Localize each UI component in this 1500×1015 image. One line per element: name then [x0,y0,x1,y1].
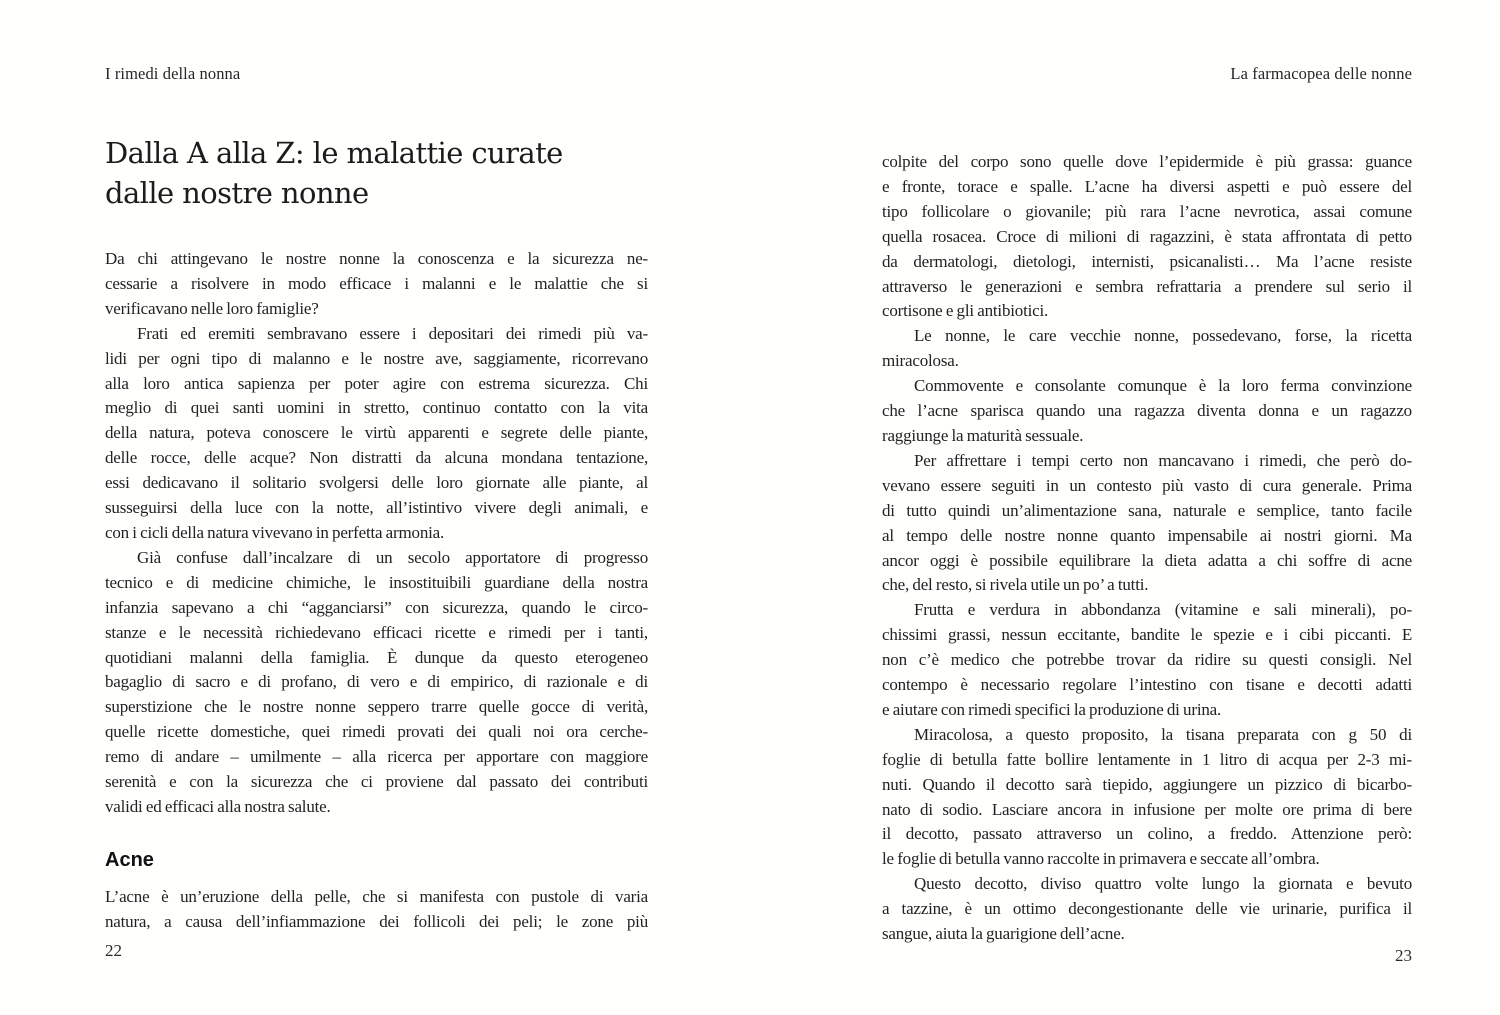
text-line: stanze e le necessità richiedevano efficaci ricette e rimedi per i tanti, [105,622,648,642]
text-line: ancor oggi è possibile equilibrare la dieta adatta a chi soffre di acne [882,550,1412,570]
text-line: nuti. Quando il decotto sarà tiepido, aggiungere un pizzico di bicarbo- [882,774,1412,794]
text-line: foglie di betulla fatte bollire lentamente in 1 litro di acqua per 2-3 mi- [882,749,1412,769]
text-line: cortisone e gli antibiotici. [882,301,1049,321]
text-line: raggiunge la maturità sessuale. [882,425,1084,445]
paragraph [105,247,648,322]
text-line: Frati ed eremiti sembravano essere i depositari dei rimedi più va- [137,323,648,343]
left-body-text [105,247,648,820]
text-line: e fronte, torace e spalle. L’acne ha diversi aspetti e può essere del [882,176,1412,196]
right-body-text [882,150,1412,947]
paragraph [105,546,648,820]
left-section-text [105,885,648,935]
text-line: validi ed efficaci alla nostra salute. [105,796,331,816]
text-line: sangue, aiuta la guarigione dell’acne. [882,924,1125,944]
chapter-title [105,133,648,213]
paragraph [882,449,1412,598]
section-heading-acne: Acne [105,849,154,871]
text-line: chissimi grassi, nessun eccitante, bandite le spezie e i cibi piccanti. E [882,625,1412,645]
text-line: alla loro antica sapienza per poter agire con estrema sicurezza. Chi [105,373,648,393]
text-line: superstizione che le nostre nonne seppero trarre quelle gocce di verità, [105,697,648,717]
paragraph [105,885,648,935]
text-line: Frutta e verdura in abbondanza (vitamine e sali minerali), po- [914,600,1412,620]
text-line: il decotto, passato attraverso un colino, a freddo. Attenzione però: [882,824,1412,844]
running-head-left: I rimedi della nonna [105,64,241,83]
text-line: attraverso le generazioni e sembra refrattaria a prendere sul serio il [882,276,1412,296]
text-line: che, del resto, si rivela utile un po’ a tutti. [882,575,1149,595]
text-line: cessarie a risolvere in modo efficace i malanni e le malattie che si [105,273,648,293]
page-number-right: 23 [1395,946,1412,965]
text-line: infanzia sapevano a chi “agganciarsi” con sicurezza, quando le circo- [105,597,648,617]
text-line: con i cicli della natura vivevano in perfetta armonia. [105,522,445,542]
paragraph [882,150,1412,324]
text-line: al tempo delle nostre nonne quanto impensabile ai nostri giorni. Ma [882,525,1412,545]
page-right [882,0,1412,1015]
text-line: quella rosacea. Croce di milioni di ragazzini, è stata affrontata di petto [882,226,1412,246]
text-line: bagaglio di sacro e di profano, di vero e di empirico, di razionale e di [105,672,648,692]
text-line: L’acne è un’eruzione della pelle, che si manifesta con pustole di varia [105,887,648,906]
chapter-title-line-2: dalle nostre nonne [105,176,369,210]
paragraph [882,598,1412,723]
paragraph [882,872,1412,947]
text-line: di tutto quindi un’alimentazione sana, naturale e semplice, tanto facile [882,500,1412,520]
text-line: tecnico e di medicine chimiche, le insostituibili guardiane della nostra [105,572,648,592]
text-line: Commovente e consolante comunque è la loro ferma convinzione [914,376,1412,396]
text-line: contempo è necessario regolare l’intestino con tisane e decotti adatti [882,675,1412,695]
running-head-right: La farmacopea delle nonne [1230,64,1412,83]
page-left [105,0,648,1015]
paragraph [882,324,1412,374]
text-line: e aiutare con rimedi specifici la produzione di urina. [882,699,1222,719]
text-line: Le nonne, le care vecchie nonne, possedevano, forse, la ricetta [914,326,1412,346]
paragraph [105,322,648,546]
text-line: quelle ricette domestiche, quei rimedi provati dei quali noi ora cerche- [105,722,648,742]
text-line: quotidiani malanni della famiglia. È dunque da questo eterogeneo [105,647,648,667]
text-line: colpite del corpo sono quelle dove l’epidermide è più grassa: guance [882,152,1412,171]
text-line: Miracolosa, a questo proposito, la tisana preparata con g 50 di [914,724,1412,744]
text-line: lidi per ogni tipo di malanno e le nostre ave, saggiamente, ricorrevano [105,348,648,368]
text-line: Questo decotto, diviso quattro volte lungo la giornata e bevuto [914,874,1412,894]
text-line: che l’acne sparisca quando una ragazza diventa donna e un ragazzo [882,401,1412,421]
text-line: le foglie di betulla vanno raccolte in primavera e seccate all’ombra. [882,849,1320,869]
text-line: da dermatologi, dietologi, internisti, psicanalisti… Ma l’acne resiste [882,251,1412,271]
text-line: della natura, poteva conoscere le virtù apparenti e segrete delle piante, [105,423,648,443]
text-line: delle rocce, delle acque? Non distratti da alcuna mondana tentazione, [105,448,648,468]
text-line: Da chi attingevano le nostre nonne la conoscenza e la sicurezza ne- [105,249,648,268]
paragraph [882,374,1412,449]
text-line: essi dedicavano il solitario svolgersi delle loro giornate alle piante, al [105,473,648,493]
text-line: serenità e con la sicurezza che ci proviene dal passato dei contributi [105,772,648,792]
text-line: a tazzine, è un ottimo decongestionante delle vie urinarie, purifica il [882,899,1412,919]
paragraph [882,723,1412,872]
text-line: remo di andare – umilmente – alla ricerca per apportare con maggiore [105,747,648,767]
text-line: Già confuse dall’incalzare di un secolo apportatore di progresso [137,547,648,567]
text-line: nato di sodio. Lasciare ancora in infusione per molte ore prima di bere [882,799,1412,819]
text-line: tipo follicolare o giovanile; più rara l’acne nevrotica, assai comune [882,201,1412,221]
chapter-title-line-1: Dalla A alla Z: le malattie curate [105,136,563,170]
text-line: non c’è medico che potrebbe trovar da ridire su questi consigli. Nel [882,650,1412,670]
text-line: Per affrettare i tempi certo non mancavano i rimedi, che però do- [914,450,1412,470]
page-number-left: 22 [105,941,122,960]
text-line: meglio di quei santi uomini in stretto, continuo contatto con la vita [105,398,648,418]
text-line: miracolosa. [882,351,959,371]
text-line: natura, a causa dell’infiammazione dei follicoli dei peli; le zone più [105,911,648,931]
text-line: verificavano nelle loro famiglie? [105,298,319,318]
text-line: vevano essere seguiti in un contesto più vasto di cura generale. Prima [882,475,1412,495]
text-line: susseguirsi della luce con la notte, all’istintivo vivere degli animali, e [105,498,648,518]
